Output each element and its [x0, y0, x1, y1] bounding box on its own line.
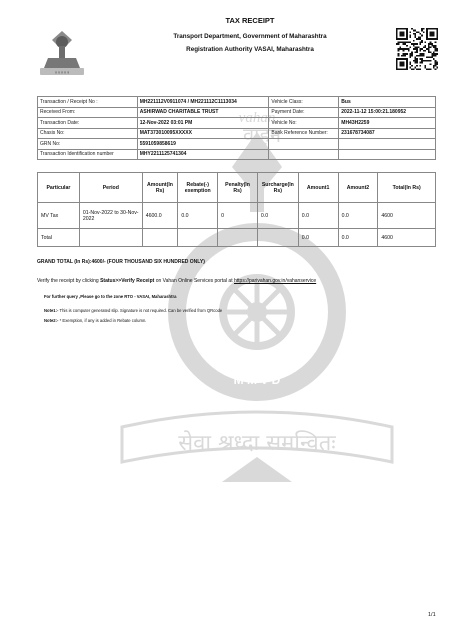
department-name: Transport Department, Government of Maharashtra	[173, 33, 327, 40]
info-value: 2022-11-12 15:00:21.180952	[339, 107, 436, 118]
total-empty-cell	[178, 229, 218, 247]
qr-code-icon	[394, 28, 440, 70]
total-amount2: 0.0	[338, 229, 378, 247]
header-surcharge: Surcharge(In Rs)	[257, 173, 298, 203]
svg-text:॥ ॥ ॥ ॥ ॥: ॥ ॥ ॥ ॥ ॥	[54, 70, 70, 75]
watermark-motto: सेवा श्रध्दा समन्वितः	[178, 431, 336, 456]
registration-authority: Registration Authority VASAI, Maharashtra	[186, 46, 314, 53]
cell-surcharge: 0.0	[257, 203, 298, 229]
info-label: Payment Date:	[269, 107, 339, 118]
watermark-ring-text: सत्यमेव जयते	[239, 218, 275, 226]
note-1-text: This is computer generated slip. Signature is not required. Can be verified from QRcode	[59, 308, 223, 313]
page-number: 1/1	[428, 612, 436, 618]
info-value: MH221112V0911074 / MH221112C1113034	[137, 97, 269, 108]
note-2	[44, 318, 146, 323]
info-label: Chasis No:	[38, 128, 138, 139]
verify-instruction	[37, 278, 316, 284]
header-penalty: Penalty(In Rs)	[218, 173, 258, 203]
header-particular: Particular	[38, 173, 80, 203]
table-row	[38, 203, 436, 229]
total-row	[38, 229, 436, 247]
fee-table-header-row	[38, 173, 436, 203]
verify-middle: on Vahan Online Services portal at	[155, 278, 233, 284]
info-row	[38, 128, 436, 139]
info-value	[339, 139, 436, 150]
info-value: ASHIRWAD CHARITABLE TRUST	[137, 107, 269, 118]
cell-amount: 4600.0	[142, 203, 178, 229]
grand-total: GRAND TOTAL (In Rs):4600/- (FOUR THOUSAND SIX HUNDRED ONLY)	[37, 259, 205, 265]
total-label: Total	[38, 229, 80, 247]
cell-particular: MV Tax	[38, 203, 80, 229]
info-label: Transaction Identification number	[38, 149, 138, 160]
watermark-vahan-text: vahan	[238, 110, 276, 126]
note-2-text: * Exemption, if any is added in Rebate column.	[59, 318, 147, 323]
info-label: Bank Reference Number:	[269, 128, 339, 139]
note-1-label: Note1:-	[44, 308, 59, 313]
info-label: Transaction Date:	[38, 118, 138, 129]
info-label: Vehicle Class:	[269, 97, 339, 108]
info-value: 12-Nov-2022 03:01 PM	[137, 118, 269, 129]
header-amount2: Amount2	[338, 173, 378, 203]
transaction-info-table	[37, 96, 436, 160]
cell-amount1: 0.0	[298, 203, 338, 229]
info-row	[38, 107, 436, 118]
tax-fee-table	[37, 172, 436, 247]
cell-amount2: 0.0	[338, 203, 378, 229]
info-row	[38, 118, 436, 129]
info-value: MAT373010095XXXXX	[137, 128, 269, 139]
info-label: GRN No:	[38, 139, 138, 150]
info-row	[38, 139, 436, 150]
cell-rebate: 0.0	[178, 203, 218, 229]
header-amount: Amount(In Rs)	[142, 173, 178, 203]
header-amount1: Amount1	[298, 173, 338, 203]
total-amount1: 0.0	[298, 229, 338, 247]
note-1	[44, 308, 222, 313]
vahan-service-link[interactable]: https://parivahan.gov.in/vahanservice	[233, 278, 317, 284]
info-value: MHY2211125741304	[137, 149, 269, 160]
info-label: Vehicle No:	[269, 118, 339, 129]
cell-period: 01-Nov-2022 to 30-Nov-2022	[79, 203, 142, 229]
info-value: 231678734087	[339, 128, 436, 139]
info-value: Bus	[339, 97, 436, 108]
info-label	[269, 139, 339, 150]
total-empty-cell	[257, 229, 298, 247]
info-value	[339, 149, 436, 160]
total-value: 4600	[378, 229, 436, 247]
info-value: 5591059858619	[137, 139, 269, 150]
header-rebate: Rebate(-) exemption	[178, 173, 218, 203]
total-empty-cell	[142, 229, 178, 247]
query-note: For further query ,Please go to the zone RTO - VASAI, Maharashtra	[44, 294, 177, 299]
header-total: Total(In Rs)	[378, 173, 436, 203]
watermark-vahan-devanagari: वाहन	[242, 123, 282, 147]
header-period: Period	[79, 173, 142, 203]
verify-action: Status>>Verify Receipt	[100, 278, 155, 284]
cell-penalty: 0	[218, 203, 258, 229]
watermark-acronym: M M V D	[233, 373, 281, 387]
note-2-label: Note2:-	[44, 318, 59, 323]
info-value: MH43H2259	[339, 118, 436, 129]
cell-total: 4600	[378, 203, 436, 229]
receipt-title: TAX RECEIPT	[225, 16, 275, 25]
info-row	[38, 97, 436, 108]
info-label	[269, 149, 339, 160]
info-label: Transaction / Receipt No :	[38, 97, 138, 108]
total-empty-cell	[218, 229, 258, 247]
verify-prefix: Verify the receipt by clicking	[37, 278, 99, 284]
info-row	[38, 149, 436, 160]
info-label: Received From:	[38, 107, 138, 118]
department-emblem-icon	[34, 28, 90, 78]
total-empty-cell	[79, 229, 142, 247]
